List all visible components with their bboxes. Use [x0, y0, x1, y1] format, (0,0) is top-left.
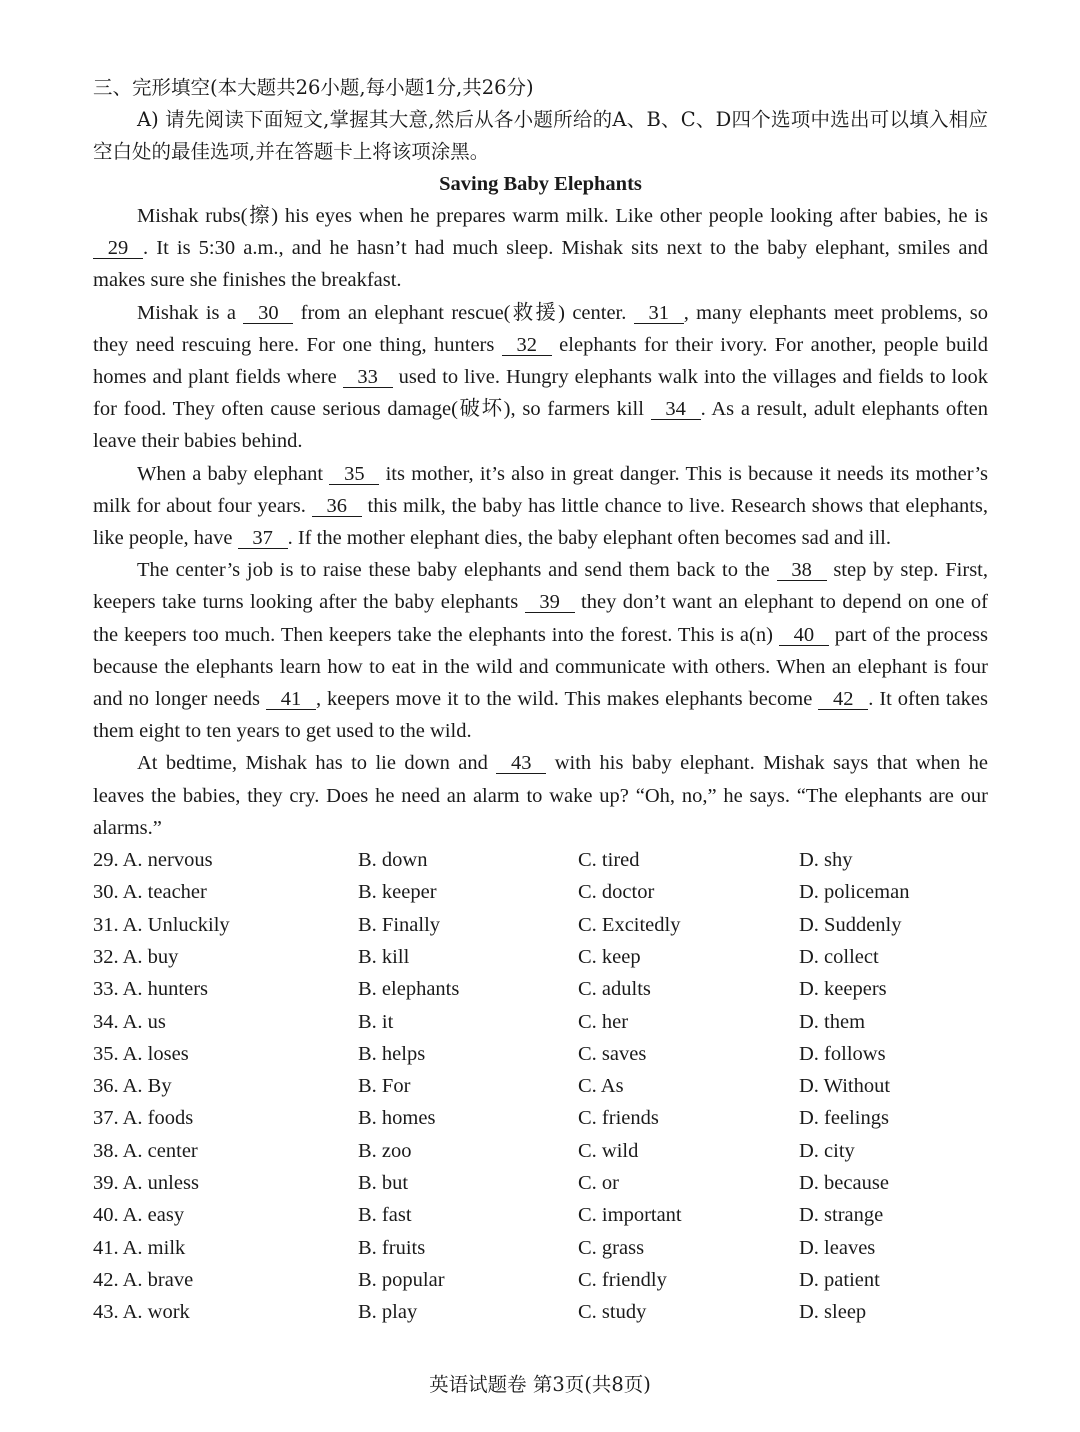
option-c: C. wild: [578, 1139, 639, 1162]
option-c: C. friendly: [578, 1268, 667, 1291]
option-a: 39. A. unless: [93, 1172, 199, 1195]
option-row: [93, 1199, 988, 1231]
option-d: D. city: [799, 1139, 855, 1162]
option-a: 41. A. milk: [93, 1236, 186, 1259]
option-a: 37. A. foods: [93, 1107, 194, 1130]
option-d: D. sleep: [799, 1301, 867, 1324]
option-row: [93, 1135, 988, 1167]
option-row: [93, 1070, 988, 1102]
blank-33: 33: [343, 367, 393, 388]
option-a: 32. A. buy: [93, 945, 179, 968]
option-b: B. popular: [358, 1268, 445, 1291]
option-row: [93, 1167, 988, 1199]
blank-40: 40: [779, 625, 829, 646]
option-b: B. For: [358, 1075, 411, 1098]
option-a: 43. A. work: [93, 1301, 190, 1324]
blank-41: 41: [266, 689, 316, 710]
blank-36: 36: [312, 496, 362, 517]
section-heading: 三、完形填空(本大题共26小题,每小题1分,共26分): [93, 76, 534, 99]
answer-options: [93, 844, 988, 1328]
option-c: C. As: [578, 1075, 624, 1098]
option-a: 42. A. brave: [93, 1268, 194, 1291]
option-a: 29. A. nervous: [93, 849, 213, 872]
option-d: D. feelings: [799, 1107, 889, 1130]
option-row: [93, 844, 988, 876]
option-b: B. keeper: [358, 881, 437, 904]
option-a: 30. A. teacher: [93, 881, 207, 904]
option-a: 40. A. easy: [93, 1204, 185, 1227]
option-row: [93, 1038, 988, 1070]
option-b: B. kill: [358, 945, 410, 968]
blank-42: 42: [818, 689, 868, 710]
option-c: C. doctor: [578, 881, 655, 904]
option-d: D. leaves: [799, 1236, 876, 1259]
passage-paragraph: At bedtime, Mishak has to lie down and 43 with his baby elephant. Mishak says that when he leaves the babies, they cry. Does he need an alarm to wake up? “Oh, no,” he says. “The elephants are our alarms.”: [93, 752, 988, 839]
option-a: 31. A. Unluckily: [93, 913, 230, 936]
option-row: [93, 941, 988, 973]
blank-35: 35: [329, 464, 379, 485]
page-footer: 英语试题卷 第3页(共8页): [429, 1373, 651, 1396]
option-a: 35. A. loses: [93, 1042, 189, 1065]
option-a: 34. A. us: [93, 1010, 166, 1033]
blank-29: 29: [93, 238, 143, 259]
option-row: [93, 909, 988, 941]
blank-31: 31: [634, 303, 684, 324]
option-b: B. Finally: [358, 913, 441, 936]
instructions: A) 请先阅读下面短文,掌握其大意,然后从各小题所给的A、B、C、D四个选项中选出可以填入相应空白处的最佳选项,并在答题卡上将该项涂黑。: [93, 108, 988, 163]
option-c: C. tired: [578, 849, 640, 872]
blank-37: 37: [238, 528, 288, 549]
option-row: [93, 973, 988, 1005]
option-b: B. fruits: [358, 1236, 426, 1259]
option-d: D. Without: [799, 1075, 891, 1098]
option-c: C. friends: [578, 1107, 659, 1130]
passage: [93, 200, 988, 844]
option-c: C. saves: [578, 1042, 647, 1065]
option-c: C. important: [578, 1204, 682, 1227]
option-b: B. homes: [358, 1107, 436, 1130]
option-row: [93, 876, 988, 908]
option-a: 33. A. hunters: [93, 978, 209, 1001]
option-d: D. follows: [799, 1042, 886, 1065]
option-b: B. fast: [358, 1204, 412, 1227]
option-row: [93, 1232, 988, 1264]
passage-paragraph: Mishak is a 30 from an elephant rescue(救援) center. 31 , many elephants meet problems, so they need rescuing here. For one thing, hunters 32 elephants for their ivory. For another, people build homes and plant fields where 33 used to live. Hungry elephants walk into the villages and fields to look for food. They often cause serious damage(破坏), so farmers kill 34 . As a result, adult elephants often leave their babies behind.: [93, 301, 989, 453]
option-d: D. keepers: [799, 978, 887, 1001]
blank-43: 43: [496, 753, 546, 774]
option-d: D. collect: [799, 945, 879, 968]
option-d: D. strange: [799, 1204, 884, 1227]
option-c: C. Excitedly: [578, 913, 681, 936]
option-c: C. or: [578, 1172, 619, 1195]
option-b: B. down: [358, 849, 428, 872]
blank-38: 38: [777, 560, 827, 581]
option-d: D. Suddenly: [799, 913, 902, 936]
passage-paragraph: The center’s job is to raise these baby elephants and send them back to the 38 step by step. First, keepers take turns looking after the baby elephants 39 they don’t want an elephant to depend on one of the keepers too much. Then keepers take the elephants into the forest. This is a(n) 40 part of the process because the elephants learn how to eat in the wild and communicate with others. When an elephant is four and no longer needs 41 , keepers move it to the wild. This makes elephants become 42 . It often takes them eight to ten years to get used to the wild.: [93, 559, 988, 743]
option-b: B. helps: [358, 1042, 426, 1065]
option-b: B. elephants: [358, 978, 460, 1001]
option-c: C. adults: [578, 978, 651, 1001]
option-b: B. zoo: [358, 1139, 412, 1162]
option-d: D. shy: [799, 849, 853, 872]
option-a: 38. A. center: [93, 1139, 198, 1162]
passage-paragraph: Mishak rubs(擦) his eyes when he prepares warm milk. Like other people looking after babies, he is 29 . It is 5:30 a.m., and he hasn’t had much sleep. Mishak sits next to the baby elephant, smiles and makes sure she finishes the breakfast.: [93, 205, 988, 292]
option-d: D. them: [799, 1010, 866, 1033]
option-a: 36. A. By: [93, 1075, 172, 1098]
option-c: C. study: [578, 1301, 647, 1324]
cloze-section: [93, 72, 988, 1329]
option-c: C. grass: [578, 1236, 645, 1259]
option-b: B. but: [358, 1172, 409, 1195]
option-b: B. it: [358, 1010, 394, 1033]
passage-title: Saving Baby Elephants: [439, 173, 642, 195]
passage-paragraph: When a baby elephant 35 its mother, it’s also in great danger. This is because it needs its mother’s milk for about four years. 36 this milk, the baby has little chance to live. Research shows that elephants, like people, have 37 . If the mother elephant dies, the baby elephant often becomes sad and ill.: [93, 462, 988, 550]
option-row: [93, 1264, 988, 1296]
blank-30: 30: [243, 303, 293, 324]
blank-34: 34: [651, 399, 701, 420]
option-c: C. keep: [578, 945, 641, 968]
option-row: [93, 1296, 988, 1328]
option-row: [93, 1102, 988, 1134]
blank-32: 32: [502, 335, 552, 356]
option-d: D. policeman: [799, 881, 910, 904]
option-d: D. patient: [799, 1268, 880, 1291]
option-row: [93, 1006, 988, 1038]
blank-39: 39: [525, 592, 575, 613]
option-b: B. play: [358, 1301, 418, 1324]
option-d: D. because: [799, 1172, 889, 1195]
option-c: C. her: [578, 1010, 629, 1033]
